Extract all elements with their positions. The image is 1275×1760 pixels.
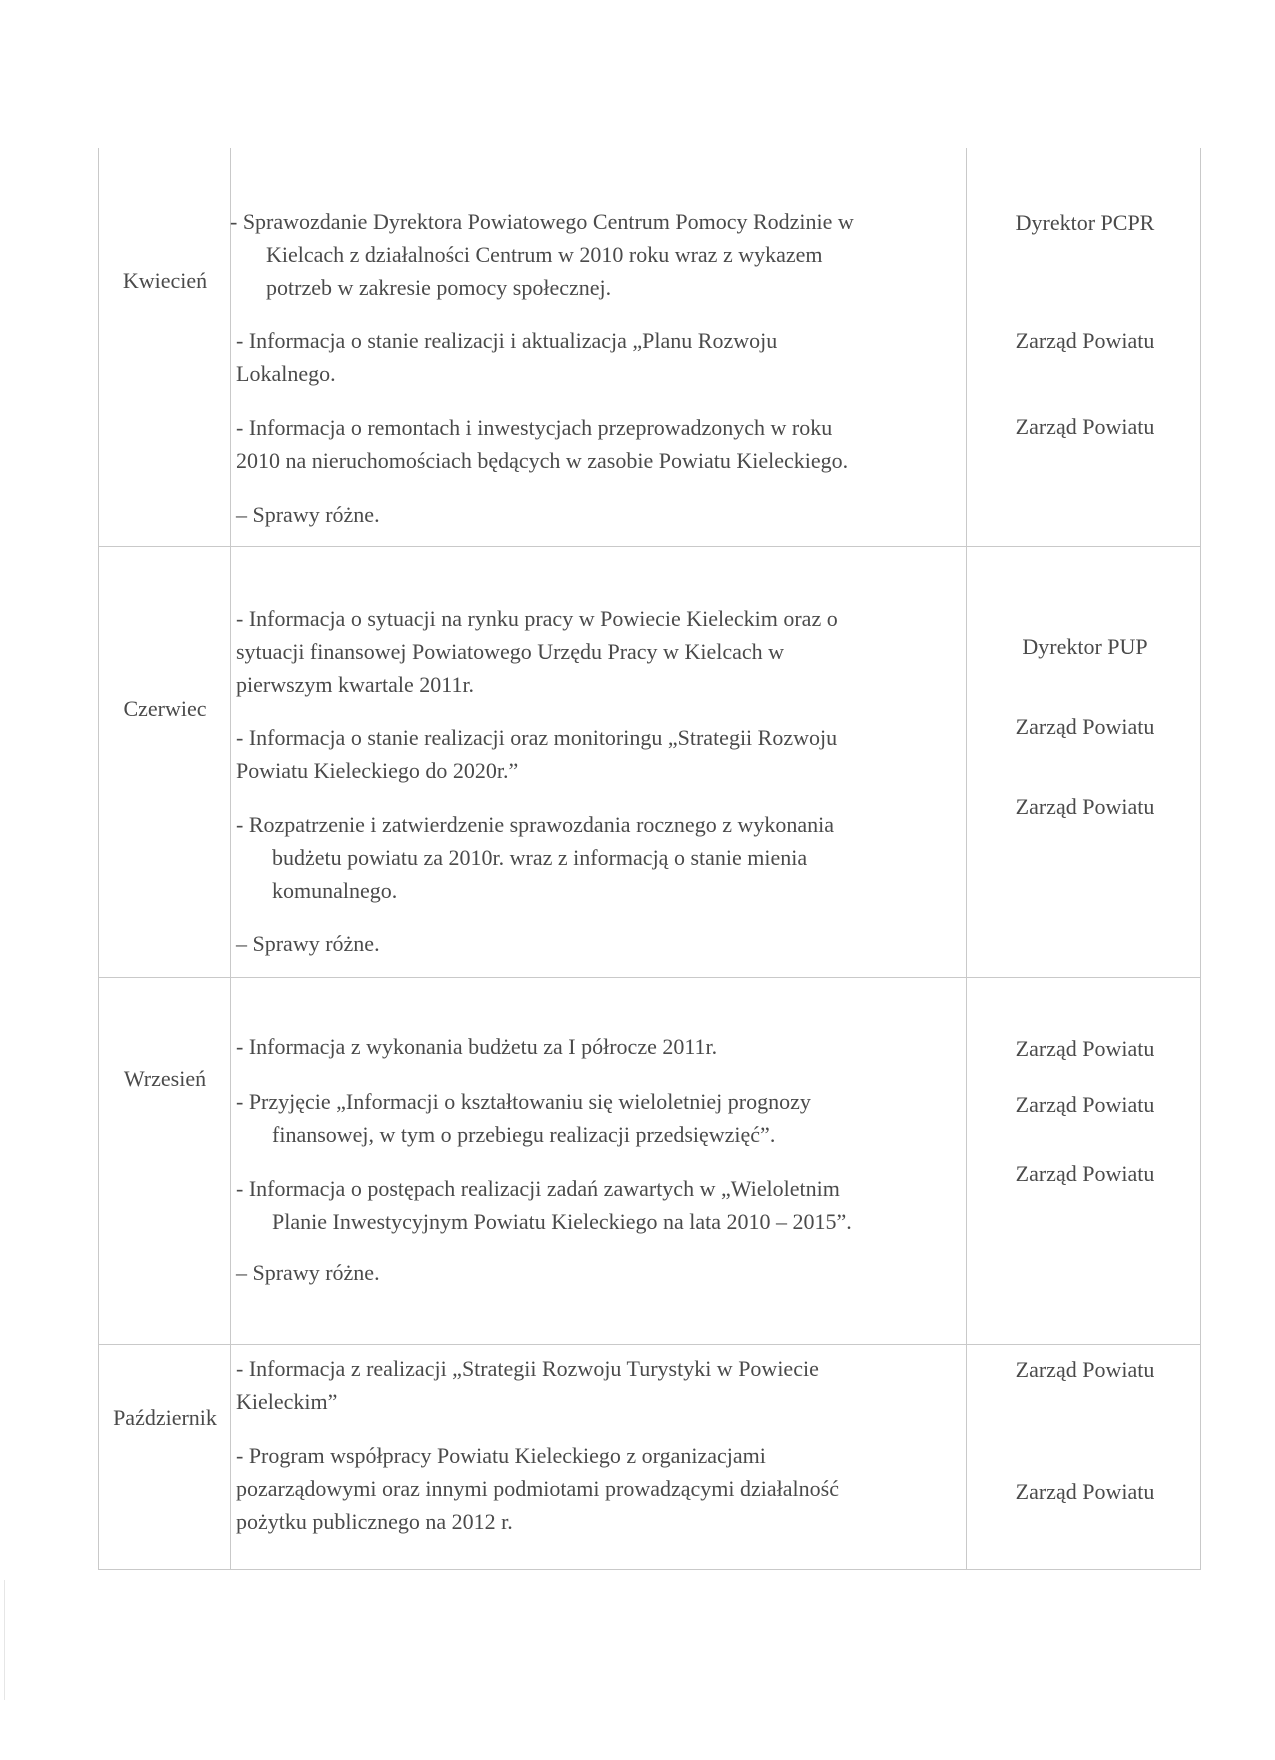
responsible-label: Zarząd Powiatu [1015,1092,1155,1117]
table-border-bottom [98,1569,1201,1570]
agenda-item-line: - Przyjęcie „Informacji o kształtowaniu się wieloletniej prognozy [236,1089,811,1114]
responsible-label: Zarząd Powiatu [1015,414,1155,439]
agenda-item-line: budżetu powiatu za 2010r. wraz z informacją o stanie mienia [272,845,808,870]
agenda-item-line: - Informacja o remontach i inwestycjach przeprowadzonych w roku [236,415,833,440]
responsible-label: Dyrektor PUP [1022,634,1148,659]
agenda-item-line: – Sprawy różne. [236,1260,380,1285]
agenda-item [236,324,777,390]
agenda-item [236,1085,811,1151]
agenda-item-line: Kielcach z działalności Centrum w 2010 roku wraz z wykazem [266,242,823,267]
month-label: Kwiecień [122,268,208,293]
agenda-item-line: finansowej, w tym o przebiegu realizacji przedsięwzięć”. [272,1122,776,1147]
month-label: Wrzesień [123,1066,207,1091]
agenda-item-line: Lokalnego. [236,361,336,386]
row-divider-3 [98,1344,1201,1345]
responsible-label: Zarząd Powiatu [1015,794,1155,819]
row-divider-1 [98,546,1201,547]
agenda-item [236,1030,717,1063]
agenda-item-line: komunalnego. [272,878,398,903]
agenda-item-line: - Sprawozdanie Dyrektora Powiatowego Centrum Pomocy Rodzinie w [230,209,854,234]
agenda-item [236,721,837,787]
agenda-item-line: - Informacja o sytuacji na rynku pracy w Powiecie Kieleckim oraz o [236,606,838,631]
agenda-item-line: - Informacja z wykonania budżetu za I półrocze 2011r. [236,1034,718,1059]
agenda-item-line: – Sprawy różne. [236,502,380,527]
agenda-item-line: Kieleckim” [236,1389,338,1414]
row-divider-2 [98,977,1201,978]
responsible-label: Zarząd Powiatu [1015,1357,1155,1382]
responsible-label: Zarząd Powiatu [1015,1161,1155,1186]
agenda-item-line: Powiatu Kieleckiego do 2020r.” [236,758,519,783]
responsible-label: Dyrektor PCPR [1015,210,1155,235]
agenda-item-line: – Sprawy różne. [236,931,380,956]
agenda-item-line: pożytku publicznego na 2012 r. [236,1509,513,1534]
agenda-item [236,1352,819,1418]
agenda-item-line: 2010 na nieruchomościach będących w zasobie Powiatu Kieleckiego. [236,448,849,473]
scan-edge-mark [4,1580,5,1700]
agenda-item-line: sytuacji finansowej Powiatowego Urzędu Pracy w Kielcach w [236,639,785,664]
table-border-left [98,148,99,1570]
agenda-item [236,808,834,907]
month-label: Czerwiec [123,696,207,721]
month-label: Październik [113,1405,217,1430]
agenda-item-line: potrzeb w zakresie pomocy społecznej. [266,275,612,300]
responsible-label: Zarząd Powiatu [1015,714,1155,739]
agenda-item [230,205,854,304]
agenda-item [236,1172,852,1238]
agenda-item-line: - Informacja o stanie realizacji oraz monitoringu „Strategii Rozwoju [236,725,838,750]
agenda-item-line: - Informacja o stanie realizacji i aktualizacja „Planu Rozwoju [236,328,778,353]
agenda-item [236,927,380,960]
responsible-label: Zarząd Powiatu [1015,1479,1155,1504]
agenda-item-line: pozarządowymi oraz innymi podmiotami prowadzącymi działalność [236,1476,839,1501]
agenda-item [236,498,380,531]
agenda-item [236,602,838,701]
agenda-item-line: pierwszym kwartale 2011r. [236,672,475,697]
column-divider-1 [230,148,231,1570]
agenda-item-line: - Informacja z realizacji „Strategii Rozwoju Turystyki w Powiecie [236,1356,819,1381]
agenda-item [236,1439,839,1538]
agenda-item-line: - Program współpracy Powiatu Kieleckiego z organizacjami [236,1443,766,1468]
agenda-item-line: - Informacja o postępach realizacji zadań zawartych w „Wieloletnim [236,1176,840,1201]
agenda-item [236,411,848,477]
responsible-label: Zarząd Powiatu [1015,1036,1155,1061]
agenda-item [236,1256,380,1289]
agenda-item-line: Planie Inwestycyjnym Powiatu Kieleckiego na lata 2010 – 2015”. [272,1209,852,1234]
agenda-item-line: - Rozpatrzenie i zatwierdzenie sprawozdania rocznego z wykonania [236,812,834,837]
responsible-label: Zarząd Powiatu [1015,328,1155,353]
